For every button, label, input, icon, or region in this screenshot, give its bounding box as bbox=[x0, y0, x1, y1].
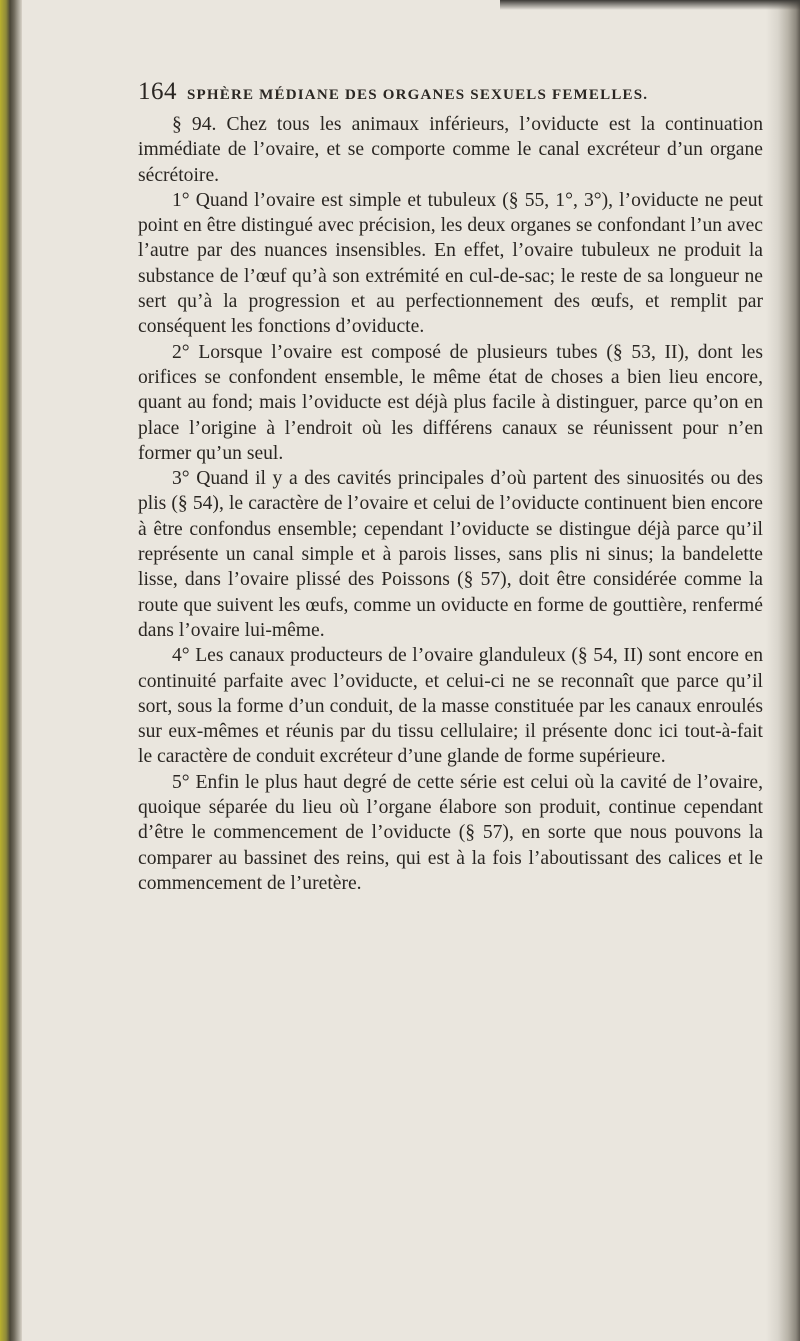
page-header bbox=[138, 78, 763, 112]
running-head: SPHÈRE MÉDIANE DES ORGANES SEXUELS FEMELLES. bbox=[187, 87, 649, 103]
book-page bbox=[138, 78, 763, 896]
paragraph-section-94: § 94. Chez tous les animaux inférieurs, l’oviducte est la continuation immédiate de l’ovaire, et se comporte comme le canal excréteur d’un organe sécrétoire. bbox=[138, 114, 763, 186]
paragraph-point-4: 4° Les canaux producteurs de l’ovaire glanduleux (§ 54, II) sont encore en continuité parfaite avec l’oviducte, et celui-ci ne se reconnaît que parce qu’il sort, sous la forme d’un conduit, de la masse constituée par les canaux enroulés sur eux-mêmes et réunis par du tissu cellulaire; il présente donc ici tout-à-fait le caractère de conduit excréteur d’une glande de forme supérieure. bbox=[138, 645, 763, 768]
paragraph-point-3: 3° Quand il y a des cavités principales d’où partent des sinuosités ou des plis (§ 54), le caractère de l’ovaire et celui de l’oviducte continuent bien encore à être confondus ensemble; cependant l’oviducte se distingue déjà parce qu’il représente un canal simple et à parois lisses, sans plis ni sinus; la bandelette lisse, dans l’ovaire plissé des Poissons (§ 57), doit être considérée comme la route que suivent les œufs, comme un oviducte en forme de gouttière, renfermé dans l’ovaire lui-même. bbox=[138, 468, 763, 641]
page-number: 164 bbox=[138, 78, 177, 105]
page-edge-shadow bbox=[766, 0, 800, 1341]
paragraph-point-2: 2° Lorsque l’ovaire est composé de plusieurs tubes (§ 53, II), dont les orifices se confondent ensemble, le même état de choses a bien lieu encore, quant au fond; mais l’oviducte est déjà plus facile à distinguer, parce qu’on en place l’origine à l’endroit où les différens canaux se réunissent pour n’en former qu’un seul. bbox=[138, 341, 763, 464]
body-text bbox=[138, 112, 763, 896]
top-edge-shadow bbox=[500, 0, 800, 10]
paragraph-point-1: 1° Quand l’ovaire est simple et tubuleux (§ 55, 1°, 3°), l’oviducte ne peut point en être distingué avec précision, les deux organes se confondant l’un avec l’autre par des nuances insensibles. En effet, l’ovaire tubuleux ne produit la substance de l’œuf qu’à son extrémité en cul-de-sac; le reste de sa longueur ne sert qu’à la progression et au perfectionnement des œufs, et remplit par conséquent les fonctions d’oviducte. bbox=[138, 189, 763, 338]
book-binding-edge bbox=[0, 0, 22, 1341]
paragraph-point-5: 5° Enfin le plus haut degré de cette série est celui où la cavité de l’ovaire, quoique séparée du lieu où l’organe élabore son produit, continue cependant d’être le commencement de l’oviducte (§ 57), en sorte que nous pouvons la comparer au bassinet des reins, qui est à la fois l’aboutissant des calices et le commencement de l’uretère. bbox=[138, 771, 763, 894]
